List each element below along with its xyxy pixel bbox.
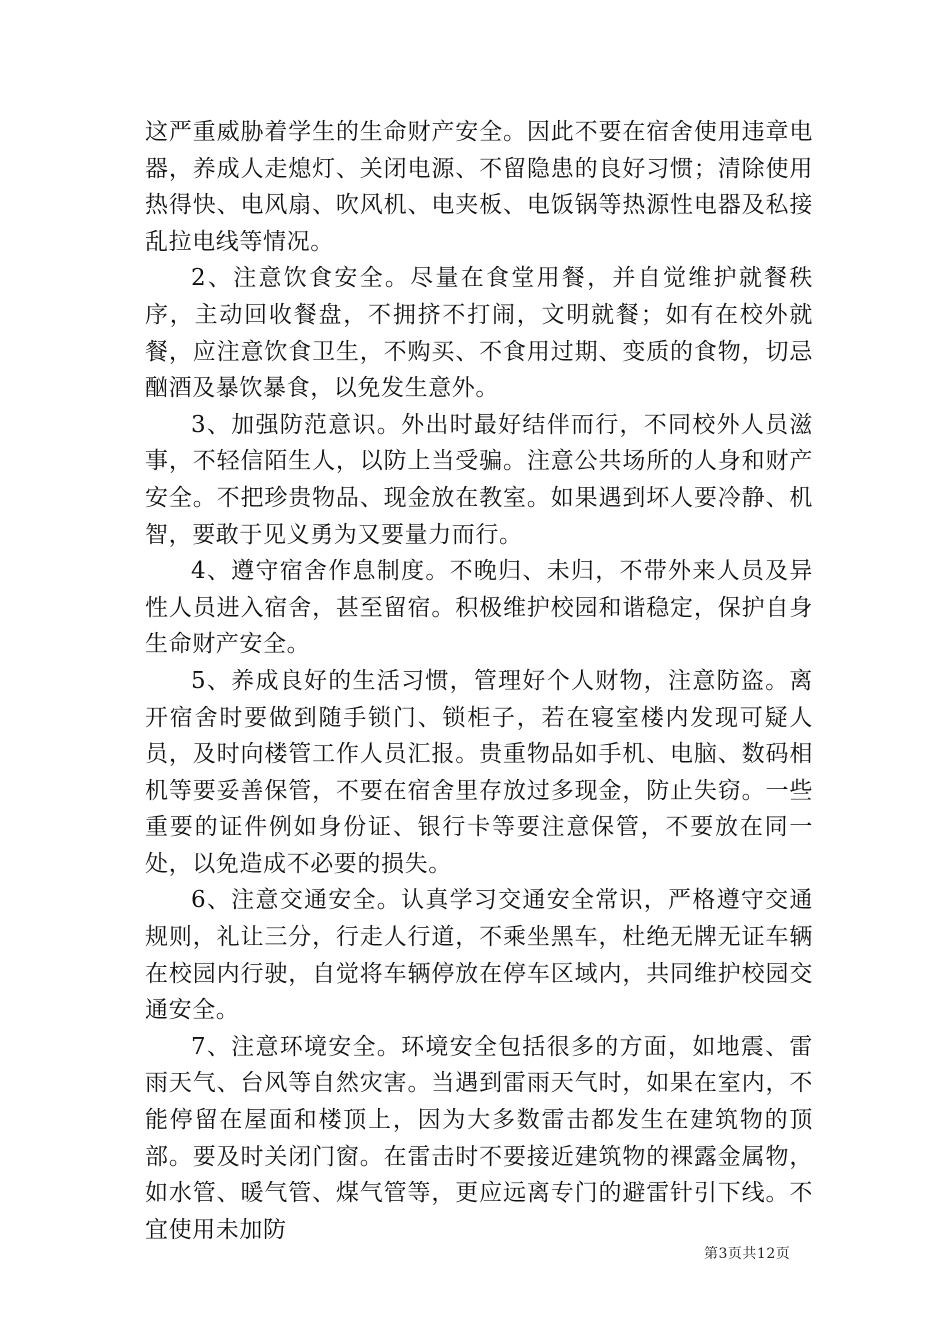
document-body <box>145 114 813 1248</box>
page-number: 第3页共12页 <box>704 1246 791 1262</box>
paragraph-food-safety: 2、注意饮食安全。尽量在食堂用餐，并自觉维护就餐秩序，主动回收餐盘，不拥挤不打闹，文明就餐；如有在校外就餐，应注意饮食卫生，不购买、不食用过期、变质的食物，切忌酗酒及暴饮暴食，以免发生意外。 <box>145 265 813 402</box>
paragraph-environment: 7、注意环境安全。环境安全包括很多的方面，如地震、雷雨天气、台风等自然灾害。当遇到雷雨天气时，如果在室内，不能停留在屋面和楼顶上，因为大多数雷击都发生在建筑物的顶部。要及时关闭门窗。在雷击时不要接近建筑物的裸露金属物，如水管、暖气管、煤气管等，更应远离专门的避雷针引下线。不宜使用未加防 <box>145 1033 813 1243</box>
paragraph-awareness: 3、加强防范意识。外出时最好结伴而行，不同校外人员滋事，不轻信陌生人，以防上当受骗。注意公共场所的人身和财产安全。不把珍贵物品、现金放在教室。如果遇到坏人要冷静、机智，要敢于见义勇为又要量力而行。 <box>145 411 813 548</box>
paragraph-traffic: 6、注意交通安全。认真学习交通安全常识，严格遵守交通规则，礼让三分，行走人行道，不乘坐黑车，杜绝无牌无证车辆在校园内行驶，自觉将车辆停放在停车区域内，共同维护校园交通安全。 <box>145 887 813 1024</box>
paragraph-continued: 这严重威胁着学生的生命财产安全。因此不要在宿舍使用违章电器，养成人走熄灯、关闭电源、不留隐患的良好习惯；清除使用热得快、电风扇、吹风机、电夹板、电饭锅等热源性电器及私接乱拉电线等情况。 <box>145 119 813 255</box>
paragraph-dorm-schedule: 4、遵守宿舍作息制度。不晚归、未归，不带外来人员及异性人员进入宿舍，甚至留宿。积极维护校园和谐稳定，保护自身生命财产安全。 <box>145 558 813 658</box>
paragraph-property: 5、养成良好的生活习惯，管理好个人财物，注意防盗。离开宿舍时要做到随手锁门、锁柜子，若在寝室楼内发现可疑人员，及时向楼管工作人员汇报。贵重物品如手机、电脑、数码相机等要妥善保管，不要在宿舍里存放过多现金，防止失窃。一些重要的证件例如身份证、银行卡等要注意保管，不要放在同一处，以免造成不必要的损失。 <box>145 667 813 877</box>
